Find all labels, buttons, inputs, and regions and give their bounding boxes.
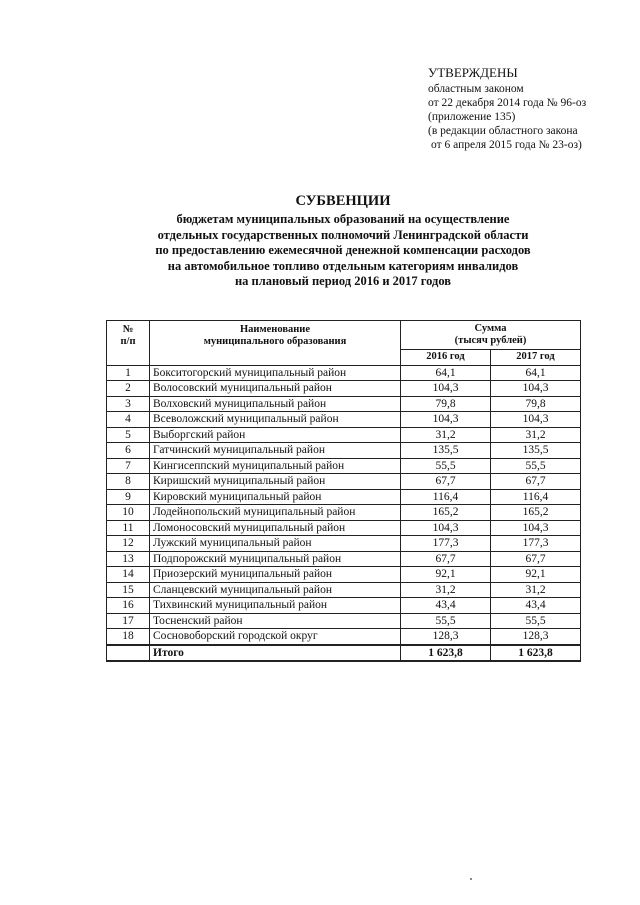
title-line: по предоставлению ежемесячной денежной компенсации расходов — [155, 243, 531, 257]
title-line: бюджетам муниципальных образований на осуществление — [176, 212, 510, 226]
row-num: 18 — [107, 629, 150, 645]
table-row — [107, 412, 581, 428]
table-row — [107, 567, 581, 583]
subsidy-table — [106, 320, 581, 662]
table-row — [107, 536, 581, 552]
document-title — [100, 192, 586, 290]
approval-line: областным законом — [428, 83, 524, 95]
row-num: 8 — [107, 474, 150, 490]
header-sum-label: Сумма (тысяч рублей) — [454, 323, 527, 346]
row-name: Подпорожский муниципальный район — [150, 551, 401, 567]
row-2016: 67,7 — [401, 551, 491, 567]
row-2017: 104,3 — [491, 381, 581, 397]
total-row — [107, 645, 581, 662]
row-2016: 67,7 — [401, 474, 491, 490]
total-num — [107, 645, 150, 662]
row-name: Всеволожский муниципальный район — [150, 412, 401, 428]
row-name: Ломоносовский муниципальный район — [150, 520, 401, 536]
row-2017: 116,4 — [491, 489, 581, 505]
row-2016: 31,2 — [401, 427, 491, 443]
row-name: Гатчинский муниципальный район — [150, 443, 401, 459]
table-row — [107, 458, 581, 474]
title-line: на плановый период 2016 и 2017 годов — [234, 274, 452, 288]
row-num: 5 — [107, 427, 150, 443]
table-row — [107, 598, 581, 614]
approval-line: (приложение 135) — [428, 111, 516, 123]
approval-line: (в редакции областного закона — [428, 125, 578, 137]
scan-speck — [470, 878, 472, 880]
row-2017: 67,7 — [491, 474, 581, 490]
row-2016: 79,8 — [401, 396, 491, 412]
row-name: Киришский муниципальный район — [150, 474, 401, 490]
row-name: Лодейнопольский муниципальный район — [150, 505, 401, 521]
row-2017: 128,3 — [491, 629, 581, 645]
row-2017: 55,5 — [491, 613, 581, 629]
total-2017: 1 623,8 — [491, 645, 581, 662]
row-num: 16 — [107, 598, 150, 614]
row-num: 3 — [107, 396, 150, 412]
title-main: СУБВЕНЦИИ — [295, 193, 391, 209]
table-row — [107, 427, 581, 443]
approval-stamp — [428, 66, 586, 152]
row-num: 7 — [107, 458, 150, 474]
table-row — [107, 365, 581, 381]
row-name: Сосновоборский городской округ — [150, 629, 401, 645]
row-2017: 135,5 — [491, 443, 581, 459]
row-2016: 104,3 — [401, 412, 491, 428]
row-num: 1 — [107, 365, 150, 381]
row-2016: 104,3 — [401, 520, 491, 536]
table-row — [107, 582, 581, 598]
approval-line: от 22 декабря 2014 года № 96-оз — [428, 97, 587, 109]
header-year-2017: 2017 год — [491, 350, 581, 366]
row-num: 11 — [107, 520, 150, 536]
row-num: 9 — [107, 489, 150, 505]
row-name: Тосненский район — [150, 613, 401, 629]
row-name: Лужский муниципальный район — [150, 536, 401, 552]
row-name: Волховский муниципальный район — [150, 396, 401, 412]
row-2016: 165,2 — [401, 505, 491, 521]
row-name: Волосовский муниципальный район — [150, 381, 401, 397]
table-row — [107, 629, 581, 645]
row-2016: 116,4 — [401, 489, 491, 505]
row-num: 4 — [107, 412, 150, 428]
row-2017: 104,3 — [491, 520, 581, 536]
row-2017: 31,2 — [491, 427, 581, 443]
header-num — [107, 321, 150, 366]
row-2016: 177,3 — [401, 536, 491, 552]
row-num: 10 — [107, 505, 150, 521]
title-line: отдельных государственных полномочий Ленинградской области — [157, 227, 529, 242]
row-2017: 104,3 — [491, 412, 581, 428]
row-name: Тихвинский муниципальный район — [150, 598, 401, 614]
row-2016: 64,1 — [401, 365, 491, 381]
table-row — [107, 381, 581, 397]
row-num: 2 — [107, 381, 150, 397]
row-name: Сланцевский муниципальный район — [150, 582, 401, 598]
row-2016: 135,5 — [401, 443, 491, 459]
row-name: Выборгский район — [150, 427, 401, 443]
row-2016: 55,5 — [401, 613, 491, 629]
row-num: 13 — [107, 551, 150, 567]
header-num-label: № п/п — [120, 324, 136, 347]
row-2017: 79,8 — [491, 396, 581, 412]
title-line: на автомобильное топливо отдельным категориям инвалидов — [167, 258, 519, 273]
row-num: 6 — [107, 443, 150, 459]
row-2016: 31,2 — [401, 582, 491, 598]
row-2017: 43,4 — [491, 598, 581, 614]
row-name: Бокситогорский муниципальный район — [150, 365, 401, 381]
header-year-2016: 2016 год — [401, 350, 491, 366]
total-label: Итого — [150, 645, 401, 662]
row-num: 12 — [107, 536, 150, 552]
row-2017: 67,7 — [491, 551, 581, 567]
table-row — [107, 505, 581, 521]
row-num: 17 — [107, 613, 150, 629]
header-sum — [401, 321, 581, 350]
table-row — [107, 613, 581, 629]
row-2017: 165,2 — [491, 505, 581, 521]
row-name: Кингисеппский муниципальный район — [150, 458, 401, 474]
table-row — [107, 520, 581, 536]
table-row — [107, 474, 581, 490]
row-2016: 55,5 — [401, 458, 491, 474]
approval-heading: УТВЕРЖДЕНЫ — [428, 65, 518, 80]
row-name: Кировский муниципальный район — [150, 489, 401, 505]
table-row — [107, 489, 581, 505]
row-2017: 92,1 — [491, 567, 581, 583]
row-2016: 92,1 — [401, 567, 491, 583]
approval-line: от 6 апреля 2015 года № 23-оз) — [431, 139, 582, 151]
row-name: Приозерский муниципальный район — [150, 567, 401, 583]
row-2017: 31,2 — [491, 582, 581, 598]
row-num: 14 — [107, 567, 150, 583]
table-row — [107, 551, 581, 567]
row-2016: 128,3 — [401, 629, 491, 645]
total-2016: 1 623,8 — [401, 645, 491, 662]
table-row — [107, 443, 581, 459]
header-name — [150, 321, 401, 366]
header-name-label: Наименование муниципального образования — [203, 324, 347, 347]
table-row — [107, 396, 581, 412]
row-2017: 64,1 — [491, 365, 581, 381]
row-2016: 104,3 — [401, 381, 491, 397]
row-2017: 55,5 — [491, 458, 581, 474]
row-2017: 177,3 — [491, 536, 581, 552]
row-num: 15 — [107, 582, 150, 598]
row-2016: 43,4 — [401, 598, 491, 614]
